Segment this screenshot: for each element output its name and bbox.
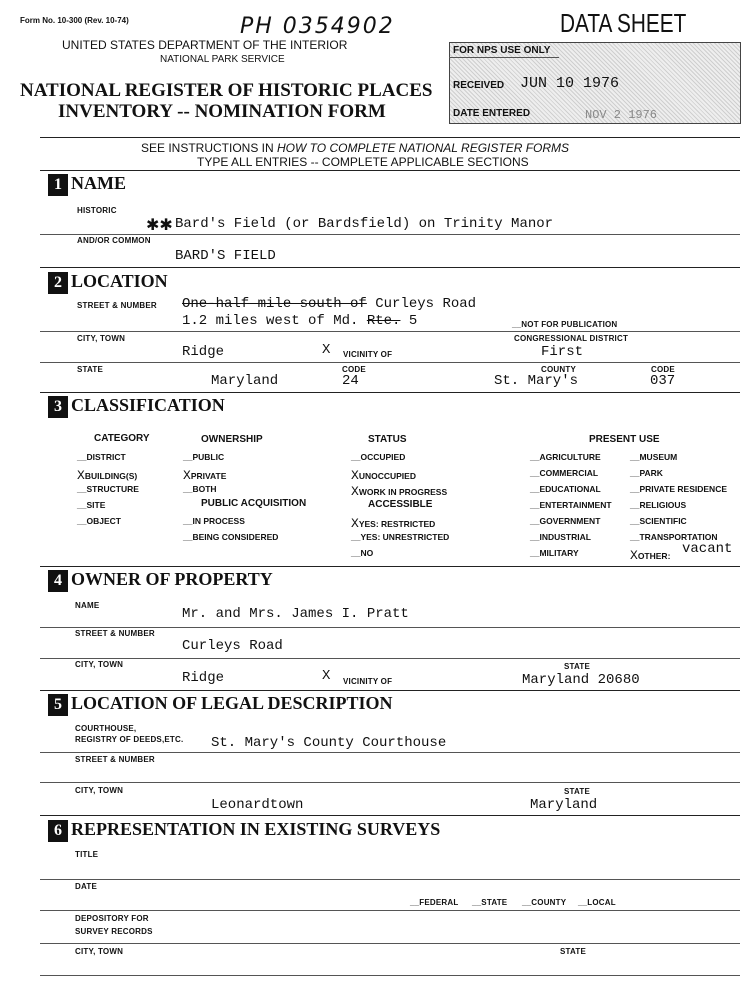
acquisition-option bbox=[183, 532, 278, 542]
ownership-option bbox=[183, 484, 217, 494]
option-mark: __ bbox=[77, 500, 87, 510]
present-use-option bbox=[530, 516, 600, 526]
category-option bbox=[77, 452, 126, 462]
section-5-heading: 5 LOCATION OF LEGAL DESCRIPTION bbox=[48, 693, 393, 716]
location-city: Ridge bbox=[182, 344, 225, 360]
legal-city-label: CITY, TOWN bbox=[75, 786, 124, 795]
option-mark: __ bbox=[630, 516, 640, 526]
ownership-heading: OWNERSHIP bbox=[201, 434, 263, 445]
survey-federal: __FEDERAL bbox=[410, 898, 459, 907]
option-label: UNOCCUPIED bbox=[358, 471, 416, 481]
option-label: MUSEUM bbox=[639, 452, 678, 462]
received-stamp: JUN 10 1976 bbox=[520, 75, 620, 92]
category-option bbox=[77, 484, 139, 494]
public-acquisition-heading: PUBLIC ACQUISITION bbox=[201, 498, 307, 509]
category-heading: CATEGORY bbox=[94, 433, 150, 444]
present-use-option bbox=[630, 548, 670, 563]
county-label: COUNTY bbox=[541, 365, 576, 374]
survey-state: __STATE bbox=[472, 898, 508, 907]
owner-vicinity-label: VICINITY OF bbox=[343, 677, 393, 686]
option-label: NO bbox=[360, 548, 374, 558]
owner-state-label: STATE bbox=[564, 662, 591, 671]
survey-city-label: CITY, TOWN bbox=[75, 947, 124, 956]
present-use-option bbox=[530, 468, 598, 478]
present-use-heading: PRESENT USE bbox=[589, 434, 660, 445]
owner-name: Mr. and Mrs. James I. Pratt bbox=[182, 606, 409, 622]
option-label: YES: UNRESTRICTED bbox=[360, 532, 450, 542]
option-label: ENTERTAINMENT bbox=[539, 500, 612, 510]
option-mark: __ bbox=[351, 532, 361, 542]
status-option bbox=[351, 468, 416, 483]
category-option bbox=[77, 500, 105, 510]
location-state-label: STATE bbox=[77, 365, 104, 374]
other-use-value: vacant bbox=[682, 541, 733, 557]
form-title-line1: NATIONAL REGISTER OF HISTORIC PLACES bbox=[20, 80, 433, 101]
location-state: Maryland bbox=[211, 373, 279, 389]
option-mark: __ bbox=[530, 452, 540, 462]
option-label: BOTH bbox=[192, 484, 217, 494]
owner-city: Ridge bbox=[182, 670, 225, 686]
option-label: IN PROCESS bbox=[192, 516, 245, 526]
ownership-option bbox=[183, 452, 224, 462]
present-use-option bbox=[630, 468, 663, 478]
section-2-heading: 2 LOCATION bbox=[48, 271, 168, 294]
ownership-option bbox=[183, 468, 226, 483]
option-label: COMMERCIAL bbox=[539, 468, 599, 478]
present-use-option bbox=[630, 516, 687, 526]
option-mark: __ bbox=[630, 468, 640, 478]
legal-street-label: STREET & NUMBER bbox=[75, 755, 155, 764]
state-code-label: CODE bbox=[342, 365, 366, 374]
option-label: STRUCTURE bbox=[86, 484, 139, 494]
location-city-label: CITY, TOWN bbox=[77, 334, 126, 343]
option-label: INDUSTRIAL bbox=[539, 532, 591, 542]
option-label: PARK bbox=[639, 468, 663, 478]
owner-vicinity-mark: X bbox=[322, 668, 331, 684]
option-label: AGRICULTURE bbox=[539, 452, 601, 462]
option-label: TRANSPORTATION bbox=[639, 532, 718, 542]
congressional-district: First bbox=[541, 344, 584, 360]
option-label: BUILDING(S) bbox=[84, 471, 138, 481]
present-use-option bbox=[630, 500, 686, 510]
legal-state-label: STATE bbox=[564, 787, 591, 796]
option-label: SITE bbox=[86, 500, 106, 510]
option-mark: __ bbox=[630, 452, 640, 462]
legal-city: Leonardtown bbox=[211, 797, 304, 813]
location-vicinity-label: VICINITY OF bbox=[343, 350, 393, 359]
option-label: RELIGIOUS bbox=[639, 500, 687, 510]
courthouse-value: St. Mary's County Courthouse bbox=[211, 735, 447, 751]
option-mark: __ bbox=[530, 548, 540, 558]
present-use-option bbox=[530, 484, 601, 494]
option-label: YES: RESTRICTED bbox=[358, 519, 436, 529]
service-name: NATIONAL PARK SERVICE bbox=[160, 54, 285, 65]
option-label: OCCUPIED bbox=[360, 452, 406, 462]
courthouse-label-1: COURTHOUSE, bbox=[75, 724, 137, 733]
location-street-line1: One-half mile south of Curleys Road bbox=[182, 296, 477, 312]
section-4-heading: 4 OWNER OF PROPERTY bbox=[48, 569, 273, 592]
option-label: DISTRICT bbox=[86, 452, 126, 462]
form-title-line2: INVENTORY -- NOMINATION FORM bbox=[58, 101, 386, 122]
courthouse-label-2: REGISTRY OF DEEDS,ETC. bbox=[75, 735, 184, 744]
present-use-option bbox=[530, 452, 601, 462]
category-option bbox=[77, 468, 137, 483]
historic-label: HISTORIC bbox=[77, 206, 117, 215]
owner-city-label: CITY, TOWN bbox=[75, 660, 124, 669]
option-mark: __ bbox=[630, 500, 640, 510]
date-entered-label: DATE ENTERED bbox=[453, 108, 531, 119]
location-street-line2: 1.2 miles west of Md. Rte. 5 bbox=[182, 313, 418, 329]
option-mark: __ bbox=[351, 452, 361, 462]
depository-label-1: DEPOSITORY FOR bbox=[75, 914, 149, 923]
option-mark: __ bbox=[530, 532, 540, 542]
option-mark: __ bbox=[183, 484, 193, 494]
option-label: MILITARY bbox=[539, 548, 579, 558]
section-1-heading: 1 NAME bbox=[48, 173, 126, 196]
owner-street: Curleys Road bbox=[182, 638, 283, 654]
county: St. Mary's bbox=[494, 373, 579, 389]
option-mark: __ bbox=[77, 516, 87, 526]
not-for-publication: __NOT FOR PUBLICATION bbox=[512, 320, 618, 329]
option-label: EDUCATIONAL bbox=[539, 484, 601, 494]
option-mark: X bbox=[630, 548, 638, 563]
handwritten-id: PH 0354902 bbox=[240, 14, 395, 39]
status-heading: STATUS bbox=[368, 434, 407, 445]
option-label: SCIENTIFIC bbox=[639, 516, 687, 526]
survey-state-label: STATE bbox=[560, 947, 587, 956]
survey-county: __COUNTY bbox=[522, 898, 567, 907]
data-sheet-heading: DATA SHEET bbox=[560, 8, 687, 38]
option-mark: __ bbox=[77, 452, 87, 462]
option-label: OBJECT bbox=[86, 516, 121, 526]
option-mark: __ bbox=[530, 484, 540, 494]
common-name: BARD'S FIELD bbox=[175, 248, 276, 264]
present-use-option bbox=[530, 548, 579, 558]
present-use-option bbox=[630, 484, 727, 494]
status-option bbox=[351, 452, 405, 462]
option-mark: __ bbox=[77, 484, 87, 494]
option-mark: X bbox=[77, 468, 85, 483]
option-label: PRIVATE RESIDENCE bbox=[639, 484, 728, 494]
legal-state: Maryland bbox=[530, 797, 598, 813]
present-use-option bbox=[630, 452, 677, 462]
received-label: RECEIVED bbox=[453, 80, 505, 91]
county-code-label: CODE bbox=[651, 365, 675, 374]
option-mark: __ bbox=[630, 532, 640, 542]
option-mark: X bbox=[351, 516, 359, 531]
owner-street-label: STREET & NUMBER bbox=[75, 629, 155, 638]
acquisition-option bbox=[183, 516, 245, 526]
historic-name: Bard's Field (or Bardsfield) on Trinity Manor bbox=[175, 216, 554, 232]
present-use-option bbox=[530, 500, 612, 510]
category-option bbox=[77, 516, 121, 526]
option-mark: __ bbox=[183, 532, 193, 542]
option-label: PUBLIC bbox=[192, 452, 225, 462]
congressional-district-label: CONGRESSIONAL DISTRICT bbox=[514, 334, 629, 343]
owner-state: Maryland 20680 bbox=[522, 672, 640, 688]
instructions-line2: TYPE ALL ENTRIES -- COMPLETE APPLICABLE SECTIONS bbox=[197, 155, 529, 169]
option-label: WORK IN PROGRESS bbox=[358, 487, 448, 497]
location-street-label: STREET & NUMBER bbox=[77, 301, 157, 310]
option-label: PRIVATE bbox=[190, 471, 227, 481]
accessible-option bbox=[351, 516, 435, 531]
survey-local: __LOCAL bbox=[578, 898, 616, 907]
common-name-label: AND/OR COMMON bbox=[77, 236, 151, 245]
option-mark: X bbox=[351, 468, 359, 483]
option-label: BEING CONSIDERED bbox=[192, 532, 279, 542]
option-mark: __ bbox=[183, 452, 193, 462]
option-label: GOVERNMENT bbox=[539, 516, 601, 526]
survey-date-label: DATE bbox=[75, 882, 97, 891]
section-3-heading: 3 CLASSIFICATION bbox=[48, 395, 225, 418]
present-use-option bbox=[530, 532, 591, 542]
option-mark: X bbox=[351, 484, 359, 499]
option-mark: __ bbox=[630, 484, 640, 494]
instructions-line1: SEE INSTRUCTIONS IN HOW TO COMPLETE NATIONAL REGISTER FORMS bbox=[141, 141, 570, 155]
owner-name-label: NAME bbox=[75, 601, 100, 610]
state-code: 24 bbox=[342, 373, 359, 389]
nps-box-title: FOR NPS USE ONLY bbox=[453, 45, 551, 56]
accessible-heading: ACCESSIBLE bbox=[368, 499, 433, 510]
section-6-heading: 6 REPRESENTATION IN EXISTING SURVEYS bbox=[48, 819, 440, 842]
option-mark: __ bbox=[530, 516, 540, 526]
location-vicinity-mark: X bbox=[322, 342, 331, 358]
option-mark: X bbox=[183, 468, 191, 483]
status-option bbox=[351, 484, 447, 499]
depository-label-2: SURVEY RECORDS bbox=[75, 927, 153, 936]
accessible-option bbox=[351, 532, 449, 542]
accessible-option bbox=[351, 548, 373, 558]
option-label: OTHER: bbox=[637, 551, 671, 561]
county-code: 037 bbox=[650, 373, 676, 389]
department-name: UNITED STATES DEPARTMENT OF THE INTERIOR bbox=[62, 38, 348, 52]
option-mark: __ bbox=[530, 468, 540, 478]
form-number: Form No. 10-300 (Rev. 10-74) bbox=[20, 16, 129, 25]
option-mark: __ bbox=[530, 500, 540, 510]
option-mark: __ bbox=[351, 548, 361, 558]
historic-mark: ✱✱ bbox=[146, 217, 173, 234]
date-entered-stamp: NOV 2 1976 bbox=[585, 108, 658, 122]
option-mark: __ bbox=[183, 516, 193, 526]
survey-title-label: TITLE bbox=[75, 850, 99, 859]
